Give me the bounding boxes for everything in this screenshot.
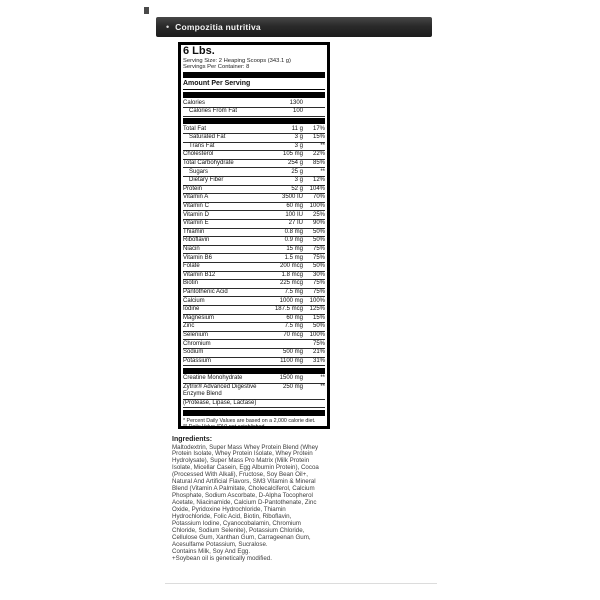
nutrient-dv: 12%	[312, 177, 325, 184]
allergen-statement: Contains Milk, Soy And Egg.	[172, 547, 251, 555]
nutrient-amount: 500 mg	[282, 349, 303, 356]
nutrient-name: Pantothenic Acid	[183, 288, 228, 295]
nutrient-name: Iodine	[183, 306, 200, 313]
table-row	[183, 211, 325, 220]
nutrient-name: Cholesterol	[183, 151, 214, 158]
nutrient-dv: 17%	[312, 125, 325, 132]
nutrient-dv: 50%	[312, 228, 325, 235]
nutrient-amount: 105 mg	[282, 151, 303, 158]
nutrient-dv: 15%	[312, 134, 325, 141]
footnotes	[183, 417, 325, 429]
blend-rows	[183, 375, 325, 408]
page-fragment-mark	[144, 7, 149, 14]
nutrient-amount: 60 mg	[286, 203, 303, 210]
nutrient-name: Zytrix® Advanced Digestive Enzyme Blend	[183, 383, 257, 398]
table-row	[183, 220, 325, 229]
nutrient-name: Riboflavin	[183, 237, 210, 244]
ingredients-text: Maltodextrin, Super Mass Whey Protein Blend (Whey Protein Isolate, Whey Protein Isolate, Whey Protein Hydrolysate), Super Mass Pro Matrix (Milk Protein Isolate, Micellar Casein, Egg Albumin Protein), Cocoa (Processed With Alkali), Fructose, Soy Bean Oil+, Natural And Artificial Flavors, SM3 Vitamin & Mineral Blend (Vitamin A Palmitate, Cholecalciferol, Calcium Phosphate, Sodium Ascorbate, D-Alpha Tocopherol Acetate, Niacinamide, Calcium D-Pantothenate, Zinc Oxide, Pyridoxine Hydrochloride, Thiamin Hydrochloride, Folic Acid, Biotin, Riboflavin, Potassium Iodine, Cyanocobalamin, Chromium Chloride, Sodium Selenite), Potassium Chloride, Cellulose Gum, Xanthan Gum, Carrageenan Gum, Acesulfame Potassium, Sucralose.	[172, 443, 319, 548]
nutrient-name: Zinc	[183, 323, 195, 330]
nutrient-dv: 100%	[309, 297, 325, 304]
nutrient-name: Total Fat	[183, 125, 207, 132]
nutrient-name: Vitamin B12	[183, 271, 216, 278]
table-row	[183, 194, 325, 203]
serving-size: Serving Size: 2 Heaping Scoops (343.1 g)	[183, 57, 291, 64]
table-row	[183, 332, 325, 341]
nutrient-name: (Protease, Lipase, Lactase)	[183, 399, 257, 406]
nutrient-name: Total Carbohydrate	[183, 160, 234, 167]
nutrient-name: Vitamin C	[183, 203, 209, 210]
nutrient-dv: 100%	[309, 331, 325, 338]
separator-bar	[183, 368, 325, 374]
table-row	[183, 349, 325, 358]
nutrient-dv: 75%	[312, 280, 325, 287]
separator-bar	[183, 118, 325, 124]
nutrient-name: Thiamin	[183, 228, 205, 235]
table-row	[183, 297, 325, 306]
separator-bar	[183, 72, 325, 78]
table-row	[183, 108, 325, 117]
section-divider	[165, 583, 437, 584]
calorie-rows	[183, 99, 325, 116]
nutrient-name: Creatine Monohydrate	[183, 375, 243, 382]
nutrient-amount: 60 mg	[286, 314, 303, 321]
nutrient-name: Calories	[183, 99, 206, 106]
nutrient-amount: 0.8 mg	[284, 228, 303, 235]
nutrient-amount: 7.5 mg	[284, 288, 303, 295]
amount-per-serving-heading: Amount Per Serving	[183, 79, 325, 90]
nutrient-amount: 225 mcg	[279, 280, 303, 287]
nutrient-amount: 200 mcg	[279, 263, 303, 270]
nutrient-amount: 70 mcg	[283, 331, 303, 338]
table-row	[183, 340, 325, 349]
nutrient-amount: 27 IU	[288, 220, 303, 227]
nutrient-name: Protein	[183, 185, 203, 192]
nutrient-name: Vitamin D	[183, 211, 209, 218]
nutrient-name: Vitamin E	[183, 220, 209, 227]
nutrient-dv: **	[320, 168, 325, 175]
nutrient-name: Magnesium	[183, 314, 215, 321]
gmo-note: +Soybean oil is genetically modified.	[172, 554, 272, 562]
table-row	[183, 358, 325, 367]
ingredients-section	[172, 436, 320, 563]
table-row	[183, 400, 325, 409]
table-row	[183, 177, 325, 186]
nutrient-dv: 104%	[309, 185, 325, 192]
nutrient-amount: 3 g	[294, 177, 303, 184]
nutrient-name: Dietary Fiber	[189, 177, 224, 184]
nutrient-amount: 3500 IU	[281, 194, 303, 201]
nutrient-dv: 50%	[312, 263, 325, 270]
table-row	[183, 237, 325, 246]
nutrient-dv: 100%	[309, 203, 325, 210]
nutrient-dv: 21%	[312, 349, 325, 356]
nutrient-amount: 1000 mg	[279, 297, 303, 304]
nutrient-amount: 254 g	[287, 160, 303, 167]
nutrient-amount: 25 g	[291, 168, 303, 175]
nutrient-name: Selenium	[183, 331, 209, 338]
nutrient-amount: 250 mg	[282, 383, 303, 390]
table-row	[183, 143, 325, 152]
table-row	[183, 134, 325, 143]
nutrient-amount: 3 g	[294, 142, 303, 149]
table-row	[183, 375, 325, 384]
nutrient-name: Calories From Fat	[189, 108, 238, 115]
nutrient-amount: 187.5 mcg	[274, 306, 303, 313]
table-row	[183, 168, 325, 177]
nutrition-facts-panel	[178, 42, 330, 429]
table-row	[183, 99, 325, 108]
table-row	[183, 306, 325, 315]
table-row	[183, 323, 325, 332]
nutrient-dv: 125%	[309, 306, 325, 313]
product-size: 6 Lbs.	[183, 45, 215, 57]
nutrient-name: Chromium	[183, 340, 211, 347]
nutrient-dv: 50%	[312, 323, 325, 330]
nutrient-dv: 75%	[312, 288, 325, 295]
nutrient-amount: 52 g	[291, 185, 303, 192]
separator-bar	[183, 410, 325, 416]
separator-bar	[183, 92, 325, 98]
nutrient-amount: 1.8 mcg	[281, 271, 303, 278]
nutrient-amount: 1.5 mg	[284, 254, 303, 261]
table-row	[183, 186, 325, 195]
footnote-line: ** Daily Value (DV) not established.	[183, 424, 266, 429]
accordion-header-nutrition[interactable]	[156, 17, 432, 37]
nutrient-dv: 75%	[312, 246, 325, 252]
table-row	[183, 203, 325, 212]
nutrient-name: Biotin	[183, 280, 199, 287]
nutrient-name: Calcium	[183, 297, 205, 304]
nutrient-amount: 1300	[289, 99, 303, 106]
nutrient-amount: 7.5 mg	[284, 323, 303, 330]
nutrient-amount: 1100 mg	[280, 357, 303, 364]
nutrient-amount: 15 mg	[286, 246, 303, 252]
nutrient-amount: 100	[292, 108, 303, 115]
nutrient-dv: 31%	[312, 357, 325, 364]
nutrient-dv: 75%	[312, 340, 325, 347]
table-row	[183, 126, 325, 135]
nutrient-dv: 70%	[312, 194, 325, 201]
nutrient-rows	[183, 126, 325, 367]
nutrient-name: Folate	[183, 263, 200, 270]
nutrient-amount: 0.9 mg	[284, 237, 303, 244]
nutrient-dv: 85%	[312, 160, 325, 167]
nutrient-amount: 1500 mg	[279, 375, 303, 382]
nutrient-dv: **	[320, 383, 325, 390]
ingredients-heading: Ingredients:	[172, 436, 213, 443]
nutrient-name: Vitamin A	[183, 194, 209, 201]
nutrient-name: Trans Fat	[189, 142, 215, 149]
table-row	[183, 315, 325, 324]
section-title: Compozitia nutritiva	[175, 22, 261, 32]
table-row	[183, 289, 325, 298]
nutrient-name: Potassium	[183, 357, 212, 364]
nutrient-dv: 30%	[312, 271, 325, 278]
nutrient-name: Niacin	[183, 246, 200, 252]
table-row	[183, 229, 325, 238]
footnote-line: * Percent Daily Values are based on a 2,000 calorie diet.	[183, 418, 316, 425]
nutrient-dv: **	[320, 142, 325, 149]
nutrient-name: Saturated Fat	[189, 134, 226, 141]
nutrient-amount: 11 g	[291, 125, 303, 132]
table-row	[183, 384, 325, 400]
nutrient-dv: 25%	[312, 211, 325, 218]
table-row	[183, 246, 325, 255]
nutrient-dv: 75%	[312, 254, 325, 261]
nutrient-amount: 100 IU	[285, 211, 303, 218]
nutrient-dv: 15%	[312, 314, 325, 321]
table-row	[183, 272, 325, 281]
table-row	[183, 151, 325, 160]
nutrient-name: Sodium	[183, 349, 204, 356]
nutrient-name: Vitamin B6	[183, 254, 212, 261]
nutrient-amount: 3 g	[294, 134, 303, 141]
bullet-icon: •	[166, 21, 170, 32]
table-row	[183, 160, 325, 169]
table-row	[183, 280, 325, 289]
nutrient-dv: 22%	[312, 151, 325, 158]
table-row	[183, 254, 325, 263]
servings-per-container: Servings Per Container: 8	[183, 63, 250, 70]
nutrient-name: Sugars	[189, 168, 209, 175]
table-row	[183, 263, 325, 272]
nutrient-dv: 50%	[312, 237, 325, 244]
nutrient-dv: 90%	[312, 220, 325, 227]
nutrient-dv: **	[320, 375, 325, 382]
